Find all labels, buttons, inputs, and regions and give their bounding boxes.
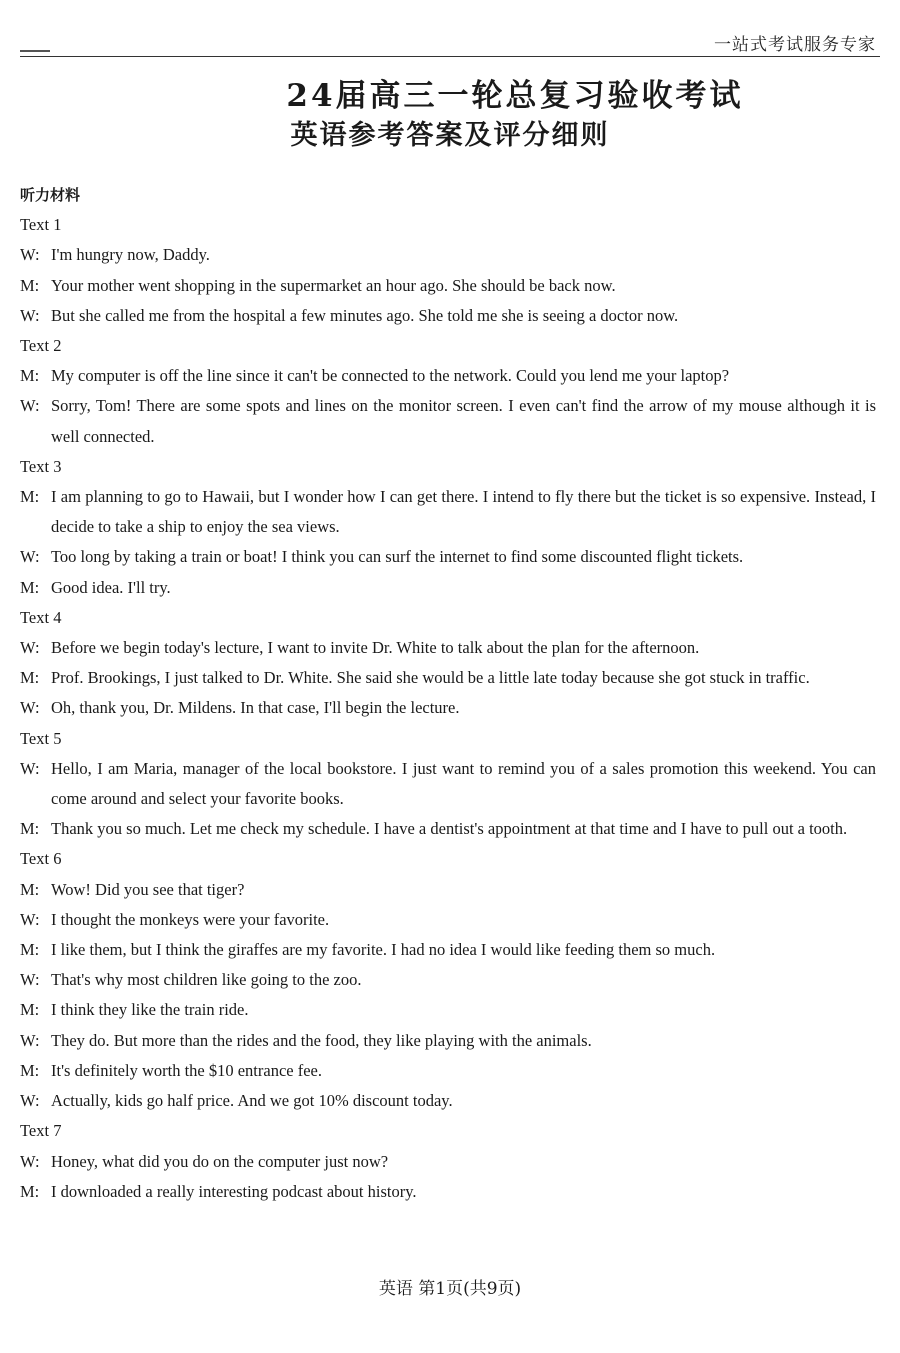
speaker-label: W: xyxy=(20,909,40,929)
speaker-label: M: xyxy=(20,879,40,899)
speaker-label: M: xyxy=(20,668,40,688)
dialogue-line xyxy=(20,271,876,301)
text-heading: Text 7 xyxy=(20,1121,62,1141)
utterance-text: Good idea. I'll try. xyxy=(51,577,171,597)
text-heading: Text 5 xyxy=(20,728,62,748)
dialogue-line xyxy=(20,391,876,451)
text-heading: Text 3 xyxy=(20,456,62,476)
text-heading: Text 1 xyxy=(20,215,62,235)
dialogue-line xyxy=(20,1177,876,1207)
speaker-label: M: xyxy=(20,819,40,839)
header-tagline: 一站式考试服务专家 xyxy=(714,35,876,55)
text-heading: Text 2 xyxy=(20,336,62,356)
dialogue-line xyxy=(20,573,876,603)
speaker-label: W: xyxy=(20,547,40,567)
section-label: 听力材料 xyxy=(20,186,81,204)
dialogue-line xyxy=(20,1026,876,1056)
utterance-text: I like them, but I think the giraffes are my favorite. I had no idea I would like feeding them so much. xyxy=(51,940,716,960)
utterance-text: They do. But more than the rides and the food, they like playing with the animals. xyxy=(51,1030,592,1050)
dialogue-line xyxy=(20,814,876,844)
utterance-text: Sorry, Tom! There are some spots and lines on the monitor screen. I even can't find the arrow of my mouse although it is well connected. xyxy=(51,396,876,446)
utterance-text: Oh, thank you, Dr. Mildens. In that case, I'll begin the lecture. xyxy=(51,698,460,718)
dialogue-line xyxy=(20,1147,876,1177)
speaker-label: W: xyxy=(20,396,40,416)
utterance-text: Your mother went shopping in the supermarket an hour ago. She should be back now. xyxy=(51,275,616,295)
dialogue-line xyxy=(20,995,876,1025)
speaker-label: W: xyxy=(20,1030,40,1050)
page-footer: 英语 第1页(共9页) xyxy=(378,1279,522,1299)
speaker-label: W: xyxy=(20,638,40,658)
speaker-label: M: xyxy=(20,577,40,597)
utterance-text: Actually, kids go half price. And we got 10% discount today. xyxy=(51,1091,453,1111)
utterance-text: That's why most children like going to the zoo. xyxy=(51,970,362,990)
dialogue-line xyxy=(20,301,876,331)
dialogue-line xyxy=(20,965,876,995)
utterance-text: I think they like the train ride. xyxy=(51,1000,249,1020)
speaker-label: W: xyxy=(20,1091,40,1111)
speaker-label: W: xyxy=(20,305,40,325)
utterance-text: Hello, I am Maria, manager of the local bookstore. I just want to remind you of a sales promotion this weekend. You can come around and select your favorite books. xyxy=(51,758,876,809)
speaker-label: W: xyxy=(20,698,40,718)
utterance-text: Prof. Brookings, I just talked to Dr. White. She said she would be a little late today because she got stuck in traffic. xyxy=(51,668,810,688)
utterance-text: Wow! Did you see that tiger? xyxy=(51,879,245,899)
speaker-label: M: xyxy=(20,1181,40,1201)
dialogue-line xyxy=(20,754,876,814)
dialogue-line xyxy=(20,1086,876,1116)
utterance-text: I am planning to go to Hawaii, but I wonder how I can get there. I intend to fly there but the ticket is so expensive. Instead, I decide to take a ship to enjoy the sea views. xyxy=(51,487,876,537)
speaker-label: W: xyxy=(20,1151,40,1171)
header-rule xyxy=(20,56,880,57)
speaker-label: W: xyxy=(20,245,40,265)
document-subtitle: 英语参考答案及评分细则 xyxy=(290,120,610,151)
dialogue-line xyxy=(20,875,876,905)
utterance-text: Before we begin today's lecture, I want to invite Dr. White to talk about the plan for the afternoon. xyxy=(51,638,700,658)
speaker-label: M: xyxy=(20,275,40,295)
utterance-text: But she called me from the hospital a few minutes ago. She told me she is seeing a doctor now. xyxy=(51,305,679,325)
utterance-text: It's definitely worth the $10 entrance fee. xyxy=(51,1060,322,1080)
utterance-text: I thought the monkeys were your favorite. xyxy=(51,909,330,929)
speaker-label: M: xyxy=(20,366,40,386)
dialogue-line xyxy=(20,482,876,542)
utterance-text: My computer is off the line since it can't be connected to the network. Could you lend me your laptop? xyxy=(51,366,730,386)
document-body xyxy=(20,180,876,1207)
dialogue-line xyxy=(20,361,876,391)
utterance-text: Thank you so much. Let me check my schedule. I have a dentist's appointment at that time and I have to pull out a tooth. xyxy=(51,819,848,839)
dialogue-line xyxy=(20,663,876,693)
utterance-text: I downloaded a really interesting podcast about history. xyxy=(51,1181,417,1201)
dialogue-line xyxy=(20,905,876,935)
dialogue-line xyxy=(20,633,876,663)
speaker-label: M: xyxy=(20,487,40,507)
text-heading: Text 4 xyxy=(20,607,62,627)
dialogue-line xyxy=(20,693,876,723)
dialogue-line xyxy=(20,935,876,965)
speaker-label: W: xyxy=(20,970,40,990)
dialogue-line xyxy=(20,542,876,572)
speaker-label: M: xyxy=(20,940,40,960)
dialogue-line xyxy=(20,1056,876,1086)
document-title: 24届高三一轮总复习验收考试 xyxy=(286,78,744,114)
transcript xyxy=(20,210,876,1207)
utterance-text: Honey, what did you do on the computer just now? xyxy=(51,1151,389,1171)
speaker-label: M: xyxy=(20,1060,40,1080)
utterance-text: Too long by taking a train or boat! I think you can surf the internet to find some discounted flight tickets. xyxy=(51,547,744,567)
speaker-label: W: xyxy=(20,758,40,778)
text-heading: Text 6 xyxy=(20,849,62,869)
dialogue-line xyxy=(20,240,876,270)
utterance-text: I'm hungry now, Daddy. xyxy=(51,245,210,265)
speaker-label: M: xyxy=(20,1000,40,1020)
